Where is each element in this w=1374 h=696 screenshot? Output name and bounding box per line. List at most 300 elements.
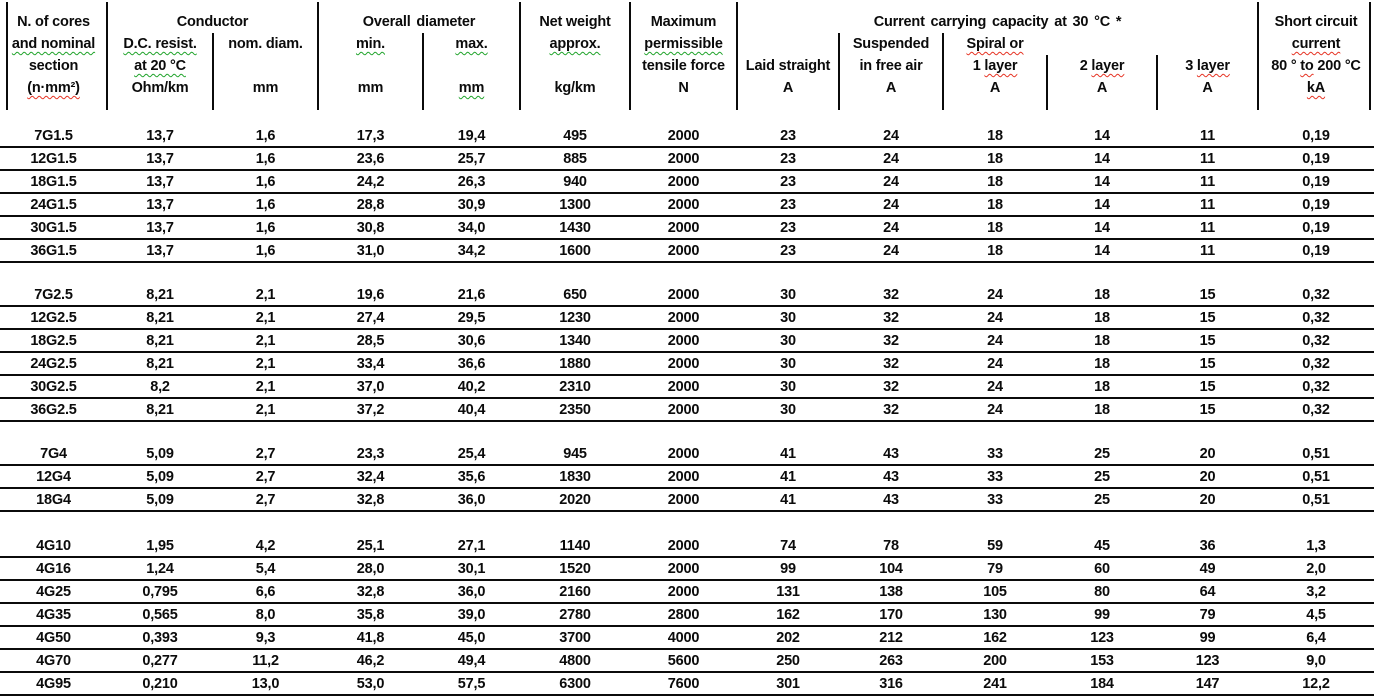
table-cell: 32 <box>839 398 943 421</box>
table-cell: 1600 <box>520 239 630 262</box>
table-cell: 30,9 <box>423 193 520 216</box>
table-cell: 14 <box>1047 170 1157 193</box>
table-cell: 25,1 <box>318 535 423 557</box>
table-cell: 3700 <box>520 626 630 649</box>
table-cell: 650 <box>520 284 630 306</box>
table-cell: 2000 <box>630 193 737 216</box>
table-cell: 24 <box>943 329 1047 352</box>
table-cell: 29,5 <box>423 306 520 329</box>
table-cell: 2,1 <box>213 398 318 421</box>
table-cell: 4000 <box>630 626 737 649</box>
table-cell: 0,277 <box>107 649 213 672</box>
table-cell: 23,3 <box>318 443 423 465</box>
table-cell: 41 <box>737 465 839 488</box>
header-unit: kA <box>1306 80 1326 96</box>
table-cell: 18 <box>1047 306 1157 329</box>
table-cell: 202 <box>737 626 839 649</box>
table-cell: 5,09 <box>107 465 213 488</box>
table-cell: 0,51 <box>1258 488 1374 511</box>
table-cell: 28,8 <box>318 193 423 216</box>
table-cell: 23 <box>737 170 839 193</box>
table-cell: 30,8 <box>318 216 423 239</box>
header-unit: mm <box>458 80 485 96</box>
header-text: Suspended <box>852 36 930 52</box>
table-cell: 11 <box>1157 216 1258 239</box>
table-cell: 99 <box>1157 626 1258 649</box>
table-row <box>0 626 1374 649</box>
table-cell: 170 <box>839 603 943 626</box>
table-cell: 30 <box>737 352 839 375</box>
header-unit: N <box>678 80 689 96</box>
table-cell: 184 <box>1047 672 1157 695</box>
table-cell: 23 <box>737 239 839 262</box>
table-cell: 18 <box>943 193 1047 216</box>
table-cell: 1,6 <box>213 193 318 216</box>
table-cell: 15 <box>1157 306 1258 329</box>
row-label: 4G16 <box>0 557 107 580</box>
header-text: at 20 °C <box>134 58 186 74</box>
row-label: 7G2.5 <box>0 284 107 306</box>
table-cell: 2800 <box>630 603 737 626</box>
header-divider <box>1156 55 1158 110</box>
table-cell: 2000 <box>630 488 737 511</box>
table-cell: 1880 <box>520 352 630 375</box>
table-cell: 18 <box>1047 398 1157 421</box>
header-col-laid-straight <box>737 11 839 99</box>
row-label: 4G25 <box>0 580 107 603</box>
table-row <box>0 306 1374 329</box>
table-cell: 14 <box>1047 147 1157 170</box>
table-cell: 2,1 <box>213 284 318 306</box>
table-cell: 0,19 <box>1258 216 1374 239</box>
row-label: 4G50 <box>0 626 107 649</box>
table-cell: 241 <box>943 672 1047 695</box>
table-cell: 0,565 <box>107 603 213 626</box>
spec-table <box>0 112 1374 696</box>
table-cell: 2,1 <box>213 329 318 352</box>
table-cell: 34,2 <box>423 239 520 262</box>
header-divider <box>1257 2 1259 110</box>
header-text: approx. <box>549 36 601 52</box>
table-cell: 25 <box>1047 443 1157 465</box>
table-cell: 49,4 <box>423 649 520 672</box>
table-cell: 13,7 <box>107 193 213 216</box>
table-cell: 6300 <box>520 672 630 695</box>
header-text: 1 layer <box>972 58 1018 74</box>
header-divider <box>422 33 424 110</box>
table-cell: 30,1 <box>423 557 520 580</box>
table-row <box>0 488 1374 511</box>
table-row <box>0 465 1374 488</box>
table-cell: 13,7 <box>107 147 213 170</box>
table-cell: 20 <box>1157 443 1258 465</box>
table-row <box>0 580 1374 603</box>
table-cell: 8,2 <box>107 375 213 398</box>
header-unit: A <box>989 80 1001 96</box>
table-cell: 1,95 <box>107 535 213 557</box>
table-cell: 13,7 <box>107 216 213 239</box>
table-cell: 1340 <box>520 329 630 352</box>
table-cell: 18 <box>1047 375 1157 398</box>
row-label: 4G35 <box>0 603 107 626</box>
table-cell: 6,4 <box>1258 626 1374 649</box>
table-cell: 2310 <box>520 375 630 398</box>
table-cell: 79 <box>1157 603 1258 626</box>
table-cell: 1,24 <box>107 557 213 580</box>
table-cell: 0,32 <box>1258 329 1374 352</box>
table-cell: 43 <box>839 465 943 488</box>
header-gap <box>0 112 1374 125</box>
group-spacer <box>0 262 1374 284</box>
table-cell: 0,32 <box>1258 398 1374 421</box>
header-col-net-weight <box>520 11 630 99</box>
table-cell: 15 <box>1157 284 1258 306</box>
table-cell: 263 <box>839 649 943 672</box>
table-cell: 46,2 <box>318 649 423 672</box>
header-group-conductor: Conductor <box>176 14 249 30</box>
table-row <box>0 352 1374 375</box>
table-row <box>0 329 1374 352</box>
header-text: max. <box>455 36 488 52</box>
table-cell: 2000 <box>630 535 737 557</box>
header-unit: A <box>782 80 794 96</box>
table-cell: 105 <box>943 580 1047 603</box>
table-cell: 9,0 <box>1258 649 1374 672</box>
table-cell: 41,8 <box>318 626 423 649</box>
header-text: Net weight <box>539 14 611 30</box>
table-cell: 24 <box>839 125 943 147</box>
table-cell: 24 <box>839 216 943 239</box>
header-unit: mm <box>357 80 384 96</box>
table-cell: 23 <box>737 193 839 216</box>
table-cell: 30 <box>737 375 839 398</box>
table-cell: 0,795 <box>107 580 213 603</box>
header-text: permissible <box>644 36 723 52</box>
table-cell: 13,7 <box>107 170 213 193</box>
table-cell: 0,19 <box>1258 239 1374 262</box>
header-text: (n·mm²) <box>27 80 80 96</box>
row-label: 24G1.5 <box>0 193 107 216</box>
header-text: Short circuit <box>1274 14 1358 30</box>
header-col-3-layer <box>1157 11 1258 99</box>
table-cell: 45 <box>1047 535 1157 557</box>
table-cell: 2000 <box>630 216 737 239</box>
table-cell: 2020 <box>520 488 630 511</box>
row-label: 18G1.5 <box>0 170 107 193</box>
table-cell: 28,5 <box>318 329 423 352</box>
table-cell: 130 <box>943 603 1047 626</box>
table-header <box>0 0 1374 112</box>
table-cell: 45,0 <box>423 626 520 649</box>
table-cell: 36,6 <box>423 352 520 375</box>
table-cell: 3,2 <box>1258 580 1374 603</box>
table-cell: 43 <box>839 443 943 465</box>
table-cell: 2000 <box>630 125 737 147</box>
table-cell: 14 <box>1047 193 1157 216</box>
table-cell: 79 <box>943 557 1047 580</box>
header-divider <box>1369 2 1371 110</box>
header-divider <box>212 33 214 110</box>
table-cell: 4,5 <box>1258 603 1374 626</box>
header-divider <box>6 2 8 110</box>
table-cell: 37,2 <box>318 398 423 421</box>
table-cell: 32 <box>839 306 943 329</box>
header-divider <box>317 2 319 110</box>
table-cell: 15 <box>1157 352 1258 375</box>
table-cell: 301 <box>737 672 839 695</box>
header-text: 3 layer <box>1185 58 1230 74</box>
table-cell: 0,210 <box>107 672 213 695</box>
table-cell: 2,0 <box>1258 557 1374 580</box>
row-label: 4G10 <box>0 535 107 557</box>
table-row <box>0 649 1374 672</box>
table-cell: 23 <box>737 125 839 147</box>
table-cell: 200 <box>943 649 1047 672</box>
table-cell: 0,51 <box>1258 465 1374 488</box>
table-cell: 17,3 <box>318 125 423 147</box>
table-cell: 24 <box>839 193 943 216</box>
header-col-suspended <box>839 11 943 99</box>
row-label: 12G1.5 <box>0 147 107 170</box>
table-cell: 2000 <box>630 375 737 398</box>
table-cell: 1230 <box>520 306 630 329</box>
table-cell: 25,4 <box>423 443 520 465</box>
table-cell: 41 <box>737 443 839 465</box>
table-cell: 33 <box>943 443 1047 465</box>
table-cell: 940 <box>520 170 630 193</box>
table-cell: 2000 <box>630 398 737 421</box>
table-cell: 1830 <box>520 465 630 488</box>
row-label: 36G1.5 <box>0 239 107 262</box>
table-cell: 24 <box>839 147 943 170</box>
header-text: and nominal <box>11 36 96 52</box>
table-row <box>0 239 1374 262</box>
table-cell: 0,32 <box>1258 284 1374 306</box>
table-cell: 2000 <box>630 352 737 375</box>
table-cell: 1140 <box>520 535 630 557</box>
table-cell: 131 <box>737 580 839 603</box>
table-cell: 5,4 <box>213 557 318 580</box>
table-cell: 20 <box>1157 488 1258 511</box>
table-cell: 35,6 <box>423 465 520 488</box>
table-cell: 23,6 <box>318 147 423 170</box>
table-cell: 14 <box>1047 239 1157 262</box>
table-cell: 147 <box>1157 672 1258 695</box>
header-text: Laid straight <box>745 58 831 74</box>
header-text: min. <box>355 36 385 52</box>
table-cell: 27,1 <box>423 535 520 557</box>
table-cell: 30,6 <box>423 329 520 352</box>
table-cell: 162 <box>737 603 839 626</box>
table-cell: 162 <box>943 626 1047 649</box>
table-cell: 34,0 <box>423 216 520 239</box>
table-cell: 57,5 <box>423 672 520 695</box>
header-text: section <box>28 58 79 74</box>
table-cell: 32 <box>839 284 943 306</box>
table-cell: 19,6 <box>318 284 423 306</box>
table-cell: 39,0 <box>423 603 520 626</box>
table-cell: 2000 <box>630 465 737 488</box>
table-cell: 1,3 <box>1258 535 1374 557</box>
table-cell: 104 <box>839 557 943 580</box>
table-cell: 13,7 <box>107 125 213 147</box>
table-cell: 24 <box>943 398 1047 421</box>
row-label: 7G1.5 <box>0 125 107 147</box>
table-row <box>0 535 1374 557</box>
group-spacer <box>0 511 1374 535</box>
table-cell: 495 <box>520 125 630 147</box>
table-cell: 2000 <box>630 557 737 580</box>
header-unit: mm <box>252 80 279 96</box>
table-cell: 24 <box>943 352 1047 375</box>
table-cell: 5600 <box>630 649 737 672</box>
table-cell: 19,4 <box>423 125 520 147</box>
table-cell: 0,32 <box>1258 306 1374 329</box>
table-cell: 1430 <box>520 216 630 239</box>
table-cell: 18 <box>943 239 1047 262</box>
table-cell: 2160 <box>520 580 630 603</box>
table-cell: 23 <box>737 216 839 239</box>
table-cell: 1300 <box>520 193 630 216</box>
group-spacer <box>0 421 1374 443</box>
table-cell: 316 <box>839 672 943 695</box>
row-label: 7G4 <box>0 443 107 465</box>
table-row <box>0 170 1374 193</box>
table-cell: 4,2 <box>213 535 318 557</box>
header-divider <box>519 2 521 110</box>
header-col-2-layer <box>1047 11 1157 99</box>
table-cell: 2,1 <box>213 306 318 329</box>
table-cell: 1520 <box>520 557 630 580</box>
table-cell: 0,51 <box>1258 443 1374 465</box>
table-cell: 15 <box>1157 375 1258 398</box>
header-text: 80 ° to 200 °C <box>1271 58 1361 74</box>
table-cell: 32,8 <box>318 488 423 511</box>
row-label: 12G4 <box>0 465 107 488</box>
table-cell: 30 <box>737 398 839 421</box>
header-unit: A <box>1096 80 1108 96</box>
header-divider <box>838 33 840 110</box>
table-cell: 15 <box>1157 329 1258 352</box>
table-cell: 99 <box>1047 603 1157 626</box>
table-cell: 24 <box>839 170 943 193</box>
table-cell: 74 <box>737 535 839 557</box>
table-cell: 33 <box>943 465 1047 488</box>
table-cell: 18 <box>1047 352 1157 375</box>
header-col-dc-resist <box>107 11 213 99</box>
table-row <box>0 147 1374 170</box>
table-cell: 12,2 <box>1258 672 1374 695</box>
table-cell: 2000 <box>630 580 737 603</box>
table-cell: 25 <box>1047 488 1157 511</box>
table-cell: 18 <box>943 147 1047 170</box>
table-cell: 24 <box>943 306 1047 329</box>
table-cell: 1,6 <box>213 170 318 193</box>
table-cell: 5,09 <box>107 488 213 511</box>
table-row <box>0 398 1374 421</box>
header-divider <box>736 2 738 110</box>
row-label: 30G2.5 <box>0 375 107 398</box>
table-cell: 14 <box>1047 216 1157 239</box>
table-cell: 18 <box>1047 284 1157 306</box>
header-unit: A <box>885 80 897 96</box>
table-cell: 49 <box>1157 557 1258 580</box>
table-cell: 59 <box>943 535 1047 557</box>
table-cell: 60 <box>1047 557 1157 580</box>
table-cell: 2000 <box>630 147 737 170</box>
header-text: 2 layer <box>1079 58 1125 74</box>
table-cell: 11 <box>1157 147 1258 170</box>
table-cell: 4800 <box>520 649 630 672</box>
table-cell: 15 <box>1157 398 1258 421</box>
table-row <box>0 216 1374 239</box>
table-cell: 99 <box>737 557 839 580</box>
table-cell: 8,21 <box>107 329 213 352</box>
header-divider <box>1046 55 1048 110</box>
header-col-min <box>318 11 423 99</box>
table-cell: 0,19 <box>1258 125 1374 147</box>
table-cell: 11 <box>1157 170 1258 193</box>
table-cell: 8,21 <box>107 398 213 421</box>
header-col-spiral-1-layer <box>943 11 1047 99</box>
table-cell: 32,4 <box>318 465 423 488</box>
header-text: tensile force <box>642 58 725 74</box>
table-cell: 30 <box>737 329 839 352</box>
row-label: 4G70 <box>0 649 107 672</box>
table-cell: 27,4 <box>318 306 423 329</box>
table-cell: 2350 <box>520 398 630 421</box>
table-cell: 18 <box>943 216 1047 239</box>
table-cell: 2,7 <box>213 488 318 511</box>
table-cell: 25,7 <box>423 147 520 170</box>
table-cell: 53,0 <box>318 672 423 695</box>
table-cell: 153 <box>1047 649 1157 672</box>
header-unit: A <box>1202 80 1213 96</box>
table-cell: 18 <box>943 170 1047 193</box>
table-cell: 1,6 <box>213 216 318 239</box>
table-cell: 2780 <box>520 603 630 626</box>
header-divider <box>106 2 108 110</box>
table-cell: 1,6 <box>213 147 318 170</box>
table-cell: 2,1 <box>213 352 318 375</box>
table-cell: 8,21 <box>107 284 213 306</box>
table-cell: 11 <box>1157 239 1258 262</box>
header-unit: kg/km <box>554 80 596 96</box>
table-row <box>0 125 1374 147</box>
table-cell: 32 <box>839 352 943 375</box>
table-cell: 2000 <box>630 329 737 352</box>
table-cell: 2000 <box>630 443 737 465</box>
table-cell: 41 <box>737 488 839 511</box>
table-cell: 32 <box>839 375 943 398</box>
table-cell: 26,3 <box>423 170 520 193</box>
header-divider <box>629 2 631 110</box>
table-cell: 2,1 <box>213 375 318 398</box>
table-row <box>0 443 1374 465</box>
table-cell: 24 <box>943 375 1047 398</box>
table-cell: 33 <box>943 488 1047 511</box>
table-cell: 64 <box>1157 580 1258 603</box>
table-cell: 33,4 <box>318 352 423 375</box>
table-cell: 24 <box>839 239 943 262</box>
table-cell: 32 <box>839 329 943 352</box>
table-cell: 11 <box>1157 125 1258 147</box>
table-cell: 30 <box>737 306 839 329</box>
table-cell: 8,0 <box>213 603 318 626</box>
table-cell: 8,21 <box>107 306 213 329</box>
table-cell: 23 <box>737 147 839 170</box>
table-cell: 11 <box>1157 193 1258 216</box>
